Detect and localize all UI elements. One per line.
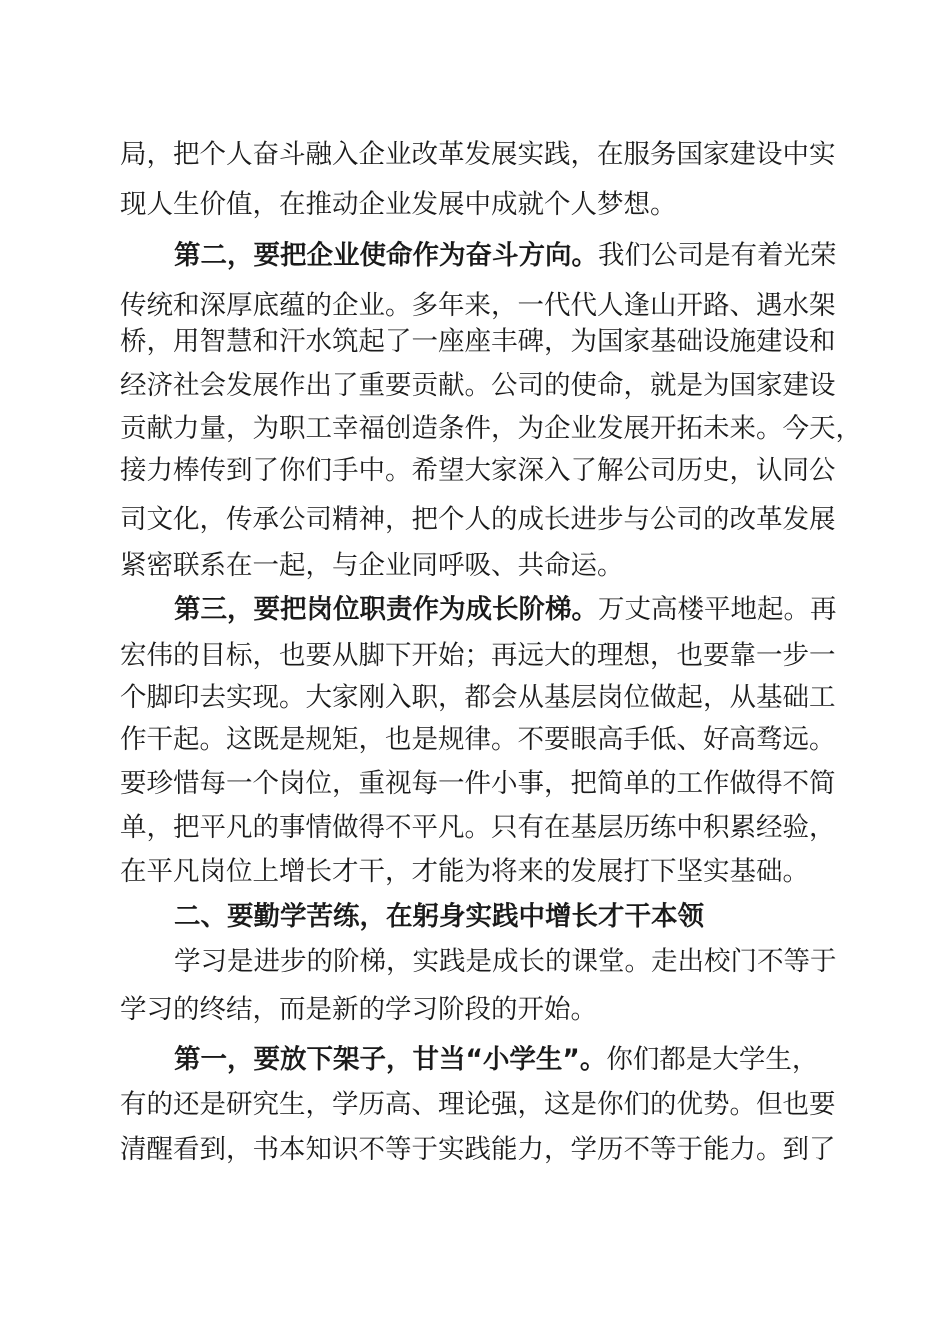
paragraph-line	[120, 764, 950, 804]
line-text: 紧密联系在一起，与企业同呼吸、共命运。	[120, 550, 624, 581]
line-text: 单，把平凡的事情做得不平凡。只有在基层历练中积累经验，	[120, 812, 836, 843]
paragraph-line	[120, 451, 950, 491]
line-text: 你们都是大学生，	[606, 1044, 819, 1075]
line-text: 清醒看到，书本知识不等于实践能力，学历不等于能力。到了	[120, 1134, 836, 1165]
line-text: 万丈高楼平地起。再	[598, 594, 837, 625]
paragraph-line	[120, 1085, 950, 1125]
line-text: 在平凡岗位上增长才干，才能为将来的发展打下坚实基础。	[120, 856, 809, 887]
paragraph-line	[120, 409, 950, 449]
line-text: 接力棒传到了你们手中。希望大家深入了解公司历史，认同公	[120, 455, 836, 486]
paragraph-line	[120, 185, 950, 225]
paragraph-line	[174, 942, 950, 982]
paragraph-line	[120, 135, 950, 175]
line-text: 学习是进步的阶梯，实践是成长的课堂。走出校门不等于	[174, 946, 837, 977]
paragraph-line	[120, 1130, 950, 1170]
line-text: 作干起。这既是规矩，也是规律。不要眼高手低、好高骛远。	[120, 724, 836, 755]
paragraph-line	[120, 808, 950, 848]
line-text: 学习的终结，而是新的学习阶段的开始。	[120, 994, 597, 1025]
line-text: 经济社会发展作出了重要贡献。公司的使命，就是为国家建设	[120, 370, 836, 401]
line-text: 司文化，传承公司精神，把个人的成长进步与公司的改革发展	[120, 504, 836, 535]
paragraph-line	[120, 546, 950, 586]
paragraph-line	[120, 366, 950, 406]
paragraph-line	[120, 322, 950, 362]
line-text: 局，把个人奋斗融入企业改革发展实践，在服务国家建设中实	[120, 139, 836, 170]
paragraph-line	[120, 720, 950, 760]
line-text: 宏伟的目标，也要从脚下开始；再远大的理想，也要靠一步一	[120, 640, 836, 671]
paragraph-line	[120, 500, 950, 540]
paragraph-line	[120, 286, 950, 326]
paragraph-lead: 第二，要把企业使命作为奋斗方向。	[174, 240, 598, 271]
line-text: 我们公司是有着光荣	[598, 240, 837, 271]
line-text: 传统和深厚底蕴的企业。多年来，一代代人逢山开路、遇水架	[120, 290, 836, 321]
paragraph-lead: 第三，要把岗位职责作为成长阶梯。	[174, 594, 598, 625]
paragraph-line	[120, 678, 950, 718]
paragraph-line	[174, 1040, 950, 1080]
paragraph-line	[120, 636, 950, 676]
line-text: 贡献力量，为职工幸福创造条件，为企业发展开拓未来。今天，	[120, 413, 862, 444]
paragraph-lead: 第一，要放下架子，甘当“小学生”。	[174, 1044, 607, 1075]
line-text: 桥，用智慧和汗水筑起了一座座丰碑，为国家基础设施建设和	[120, 326, 836, 357]
line-text: 有的还是研究生，学历高、理论强，这是你们的优势。但也要	[120, 1089, 836, 1120]
line-text: 现人生价值，在推动企业发展中成就个人梦想。	[120, 189, 677, 220]
paragraph-line	[174, 590, 950, 630]
paragraph-line	[120, 990, 950, 1030]
section-heading: 二、要勤学苦练，在躬身实践中增长才干本领	[174, 901, 704, 932]
line-text: 要珍惜每一个岗位，重视每一件小事，把简单的工作做得不简	[120, 768, 836, 799]
paragraph-line	[174, 236, 950, 276]
section-heading-line	[174, 897, 950, 937]
paragraph-line	[120, 852, 950, 892]
line-text: 个脚印去实现。大家刚入职，都会从基层岗位做起，从基础工	[120, 682, 836, 713]
